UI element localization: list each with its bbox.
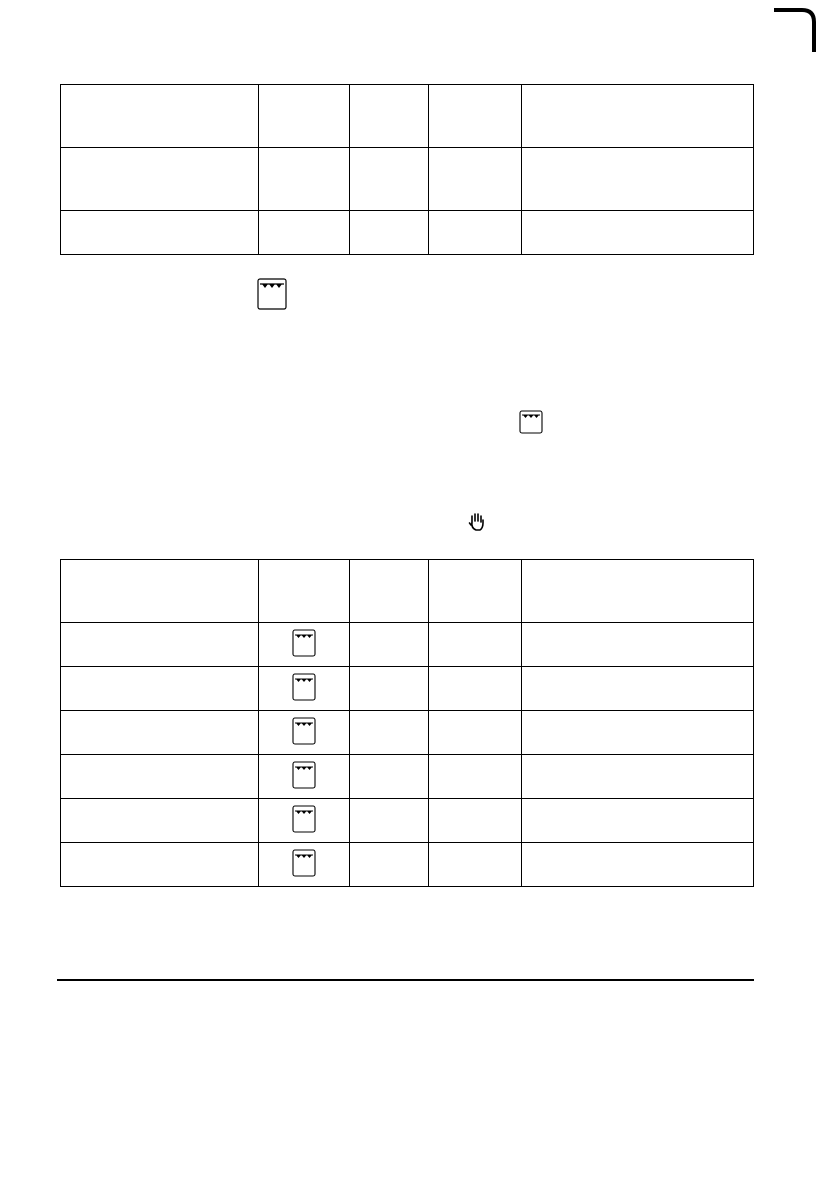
header-cell bbox=[350, 85, 429, 148]
table-cell bbox=[522, 148, 754, 211]
table-icon-cell bbox=[259, 799, 350, 843]
table-cell bbox=[350, 799, 429, 843]
table-cell bbox=[61, 148, 259, 211]
table-row bbox=[61, 623, 754, 667]
footer-divider bbox=[57, 979, 754, 981]
oven-top-heat-icon bbox=[292, 849, 316, 877]
table-row bbox=[61, 148, 754, 211]
table-cell bbox=[350, 843, 429, 887]
table-cell bbox=[429, 711, 522, 755]
table-cell bbox=[522, 755, 754, 799]
header-cell bbox=[350, 560, 429, 623]
table-cell bbox=[429, 148, 522, 211]
header-cell bbox=[61, 85, 259, 148]
oven-top-heat-icon bbox=[292, 761, 316, 789]
table-header-row bbox=[61, 560, 754, 623]
table-cell bbox=[429, 667, 522, 711]
table-cell bbox=[522, 623, 754, 667]
bottom-table bbox=[60, 559, 754, 887]
table-cell bbox=[61, 843, 259, 887]
table-cell bbox=[350, 623, 429, 667]
hand-stop-icon bbox=[468, 512, 486, 537]
table-row bbox=[61, 755, 754, 799]
table-cell bbox=[61, 623, 259, 667]
table-cell bbox=[429, 755, 522, 799]
table-icon-cell bbox=[259, 755, 350, 799]
table-cell bbox=[61, 799, 259, 843]
oven-top-heat-icon bbox=[292, 717, 316, 745]
table-cell bbox=[61, 755, 259, 799]
header-cell bbox=[259, 560, 350, 623]
table-cell bbox=[522, 211, 754, 255]
table-cell bbox=[522, 843, 754, 887]
table-header-row bbox=[61, 85, 754, 148]
header-cell bbox=[429, 560, 522, 623]
table-row bbox=[61, 711, 754, 755]
header-cell bbox=[522, 560, 754, 623]
table-cell bbox=[350, 148, 429, 211]
table-cell bbox=[429, 799, 522, 843]
table-cell bbox=[61, 667, 259, 711]
table-cell bbox=[522, 711, 754, 755]
table-cell bbox=[429, 843, 522, 887]
oven-top-heat-icon bbox=[292, 629, 316, 657]
table-row bbox=[61, 843, 754, 887]
header-cell bbox=[61, 560, 259, 623]
table-icon-cell bbox=[259, 711, 350, 755]
table-cell bbox=[61, 211, 259, 255]
table-row bbox=[61, 799, 754, 843]
oven-top-heat-icon bbox=[257, 278, 287, 315]
oven-top-heat-icon bbox=[292, 805, 316, 833]
table-cell bbox=[429, 211, 522, 255]
table-cell bbox=[350, 667, 429, 711]
table-cell bbox=[350, 711, 429, 755]
header-cell bbox=[259, 85, 350, 148]
table-cell bbox=[429, 623, 522, 667]
table-cell bbox=[350, 211, 429, 255]
table-cell bbox=[350, 755, 429, 799]
header-cell bbox=[522, 85, 754, 148]
table-cell bbox=[522, 667, 754, 711]
table-cell bbox=[259, 148, 350, 211]
table-icon-cell bbox=[259, 623, 350, 667]
scissor-corner-mark-icon bbox=[770, 6, 820, 56]
table-row bbox=[61, 667, 754, 711]
oven-top-heat-icon bbox=[292, 673, 316, 701]
table-icon-cell bbox=[259, 667, 350, 711]
table-icon-cell bbox=[259, 843, 350, 887]
oven-top-heat-icon bbox=[519, 410, 543, 439]
table-cell bbox=[259, 211, 350, 255]
top-table bbox=[60, 84, 754, 255]
table-cell bbox=[522, 799, 754, 843]
header-cell bbox=[429, 85, 522, 148]
table-row bbox=[61, 211, 754, 255]
table-cell bbox=[61, 711, 259, 755]
